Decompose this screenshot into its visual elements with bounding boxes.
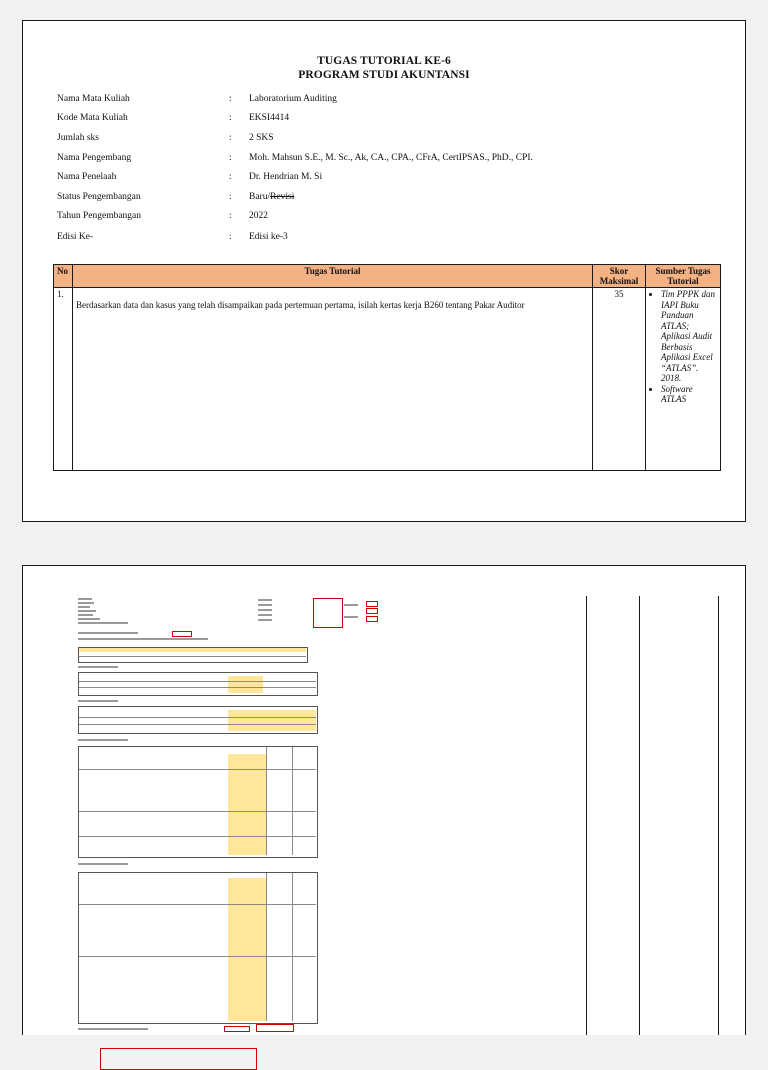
- meta-label: Status Pengembangan: [57, 192, 141, 202]
- header-score: Skor Maksimal: [593, 265, 646, 288]
- document-subtitle: PROGRAM STUDI AKUNTANSI: [298, 69, 470, 81]
- meta-colon: :: [229, 211, 232, 221]
- meta-value: [249, 192, 294, 202]
- meta-label: Edisi Ke-: [57, 232, 94, 242]
- meta-row-developer: [57, 153, 737, 167]
- table-header-row: [54, 265, 721, 288]
- meta-row-credits: [57, 133, 737, 147]
- table-row: [54, 288, 721, 471]
- meta-label: Nama Penelaah: [57, 172, 117, 182]
- meta-label: Kode Mata Kuliah: [57, 113, 128, 123]
- meta-row-dev-year: [57, 211, 737, 225]
- row-task: Berdasarkan data dan kasus yang telah disampaikan pada pertemuan pertama, isilah kertas kerja B260 tentang Pakar Auditor: [73, 288, 593, 471]
- source-item: • Tim PPPK dan IAPI Buku Panduan ATLAS; Aplikasi Audit Berbasis Aplikasi Excel “ATLAS”. 2018.: [661, 289, 717, 384]
- document-page-1: [22, 20, 746, 522]
- meta-colon: :: [229, 153, 232, 163]
- meta-row-course-name: [57, 94, 737, 108]
- meta-value: Laboratorium Auditing: [249, 94, 337, 104]
- meta-colon: :: [229, 133, 232, 143]
- meta-label: Tahun Pengembangan: [57, 211, 142, 221]
- meta-row-dev-status: [57, 192, 737, 206]
- source-list: [649, 289, 717, 405]
- row-no: 1.: [54, 288, 73, 471]
- row-sources: [646, 288, 721, 471]
- meta-label: Nama Mata Kuliah: [57, 94, 130, 104]
- header-source: Sumber Tugas Tutorial: [646, 265, 721, 288]
- meta-value: EKSI4414: [249, 113, 290, 123]
- meta-label: Jumlah sks: [57, 133, 99, 143]
- meta-row-edition: [57, 232, 737, 246]
- meta-value: Edisi ke-3: [249, 232, 288, 242]
- status-revision-struck: Revisi: [270, 192, 295, 202]
- document-title: TUGAS TUTORIAL KE-6: [317, 55, 451, 67]
- header-task: Tugas Tutorial: [73, 265, 593, 288]
- table-column-divider: [639, 596, 640, 1035]
- meta-value: 2 SKS: [249, 133, 274, 143]
- table-column-divider: [586, 596, 587, 1035]
- header-no: No: [54, 265, 73, 288]
- meta-value: Moh. Mahsun S.E., M. Sc., Ak, CA., CPA., CFrA, CertIPSAS., PhD., CPI.: [249, 153, 533, 163]
- meta-colon: :: [229, 94, 232, 104]
- meta-value: 2022: [249, 211, 268, 221]
- tutorial-table: [53, 264, 721, 471]
- meta-colon: :: [229, 113, 232, 123]
- meta-label: Nama Pengembang: [57, 153, 132, 163]
- source-item: • Software ATLAS: [661, 384, 717, 405]
- meta-colon: :: [229, 172, 232, 182]
- row-score: 35: [593, 288, 646, 471]
- table-column-divider: [718, 596, 719, 1035]
- meta-colon: :: [229, 232, 232, 242]
- meta-row-course-code: [57, 113, 737, 127]
- meta-row-reviewer: [57, 172, 737, 186]
- meta-value: Dr. Hendrian M. Si: [249, 172, 323, 182]
- document-page-2: [22, 565, 746, 1035]
- meta-colon: :: [229, 192, 232, 202]
- status-new: Baru/: [249, 192, 271, 202]
